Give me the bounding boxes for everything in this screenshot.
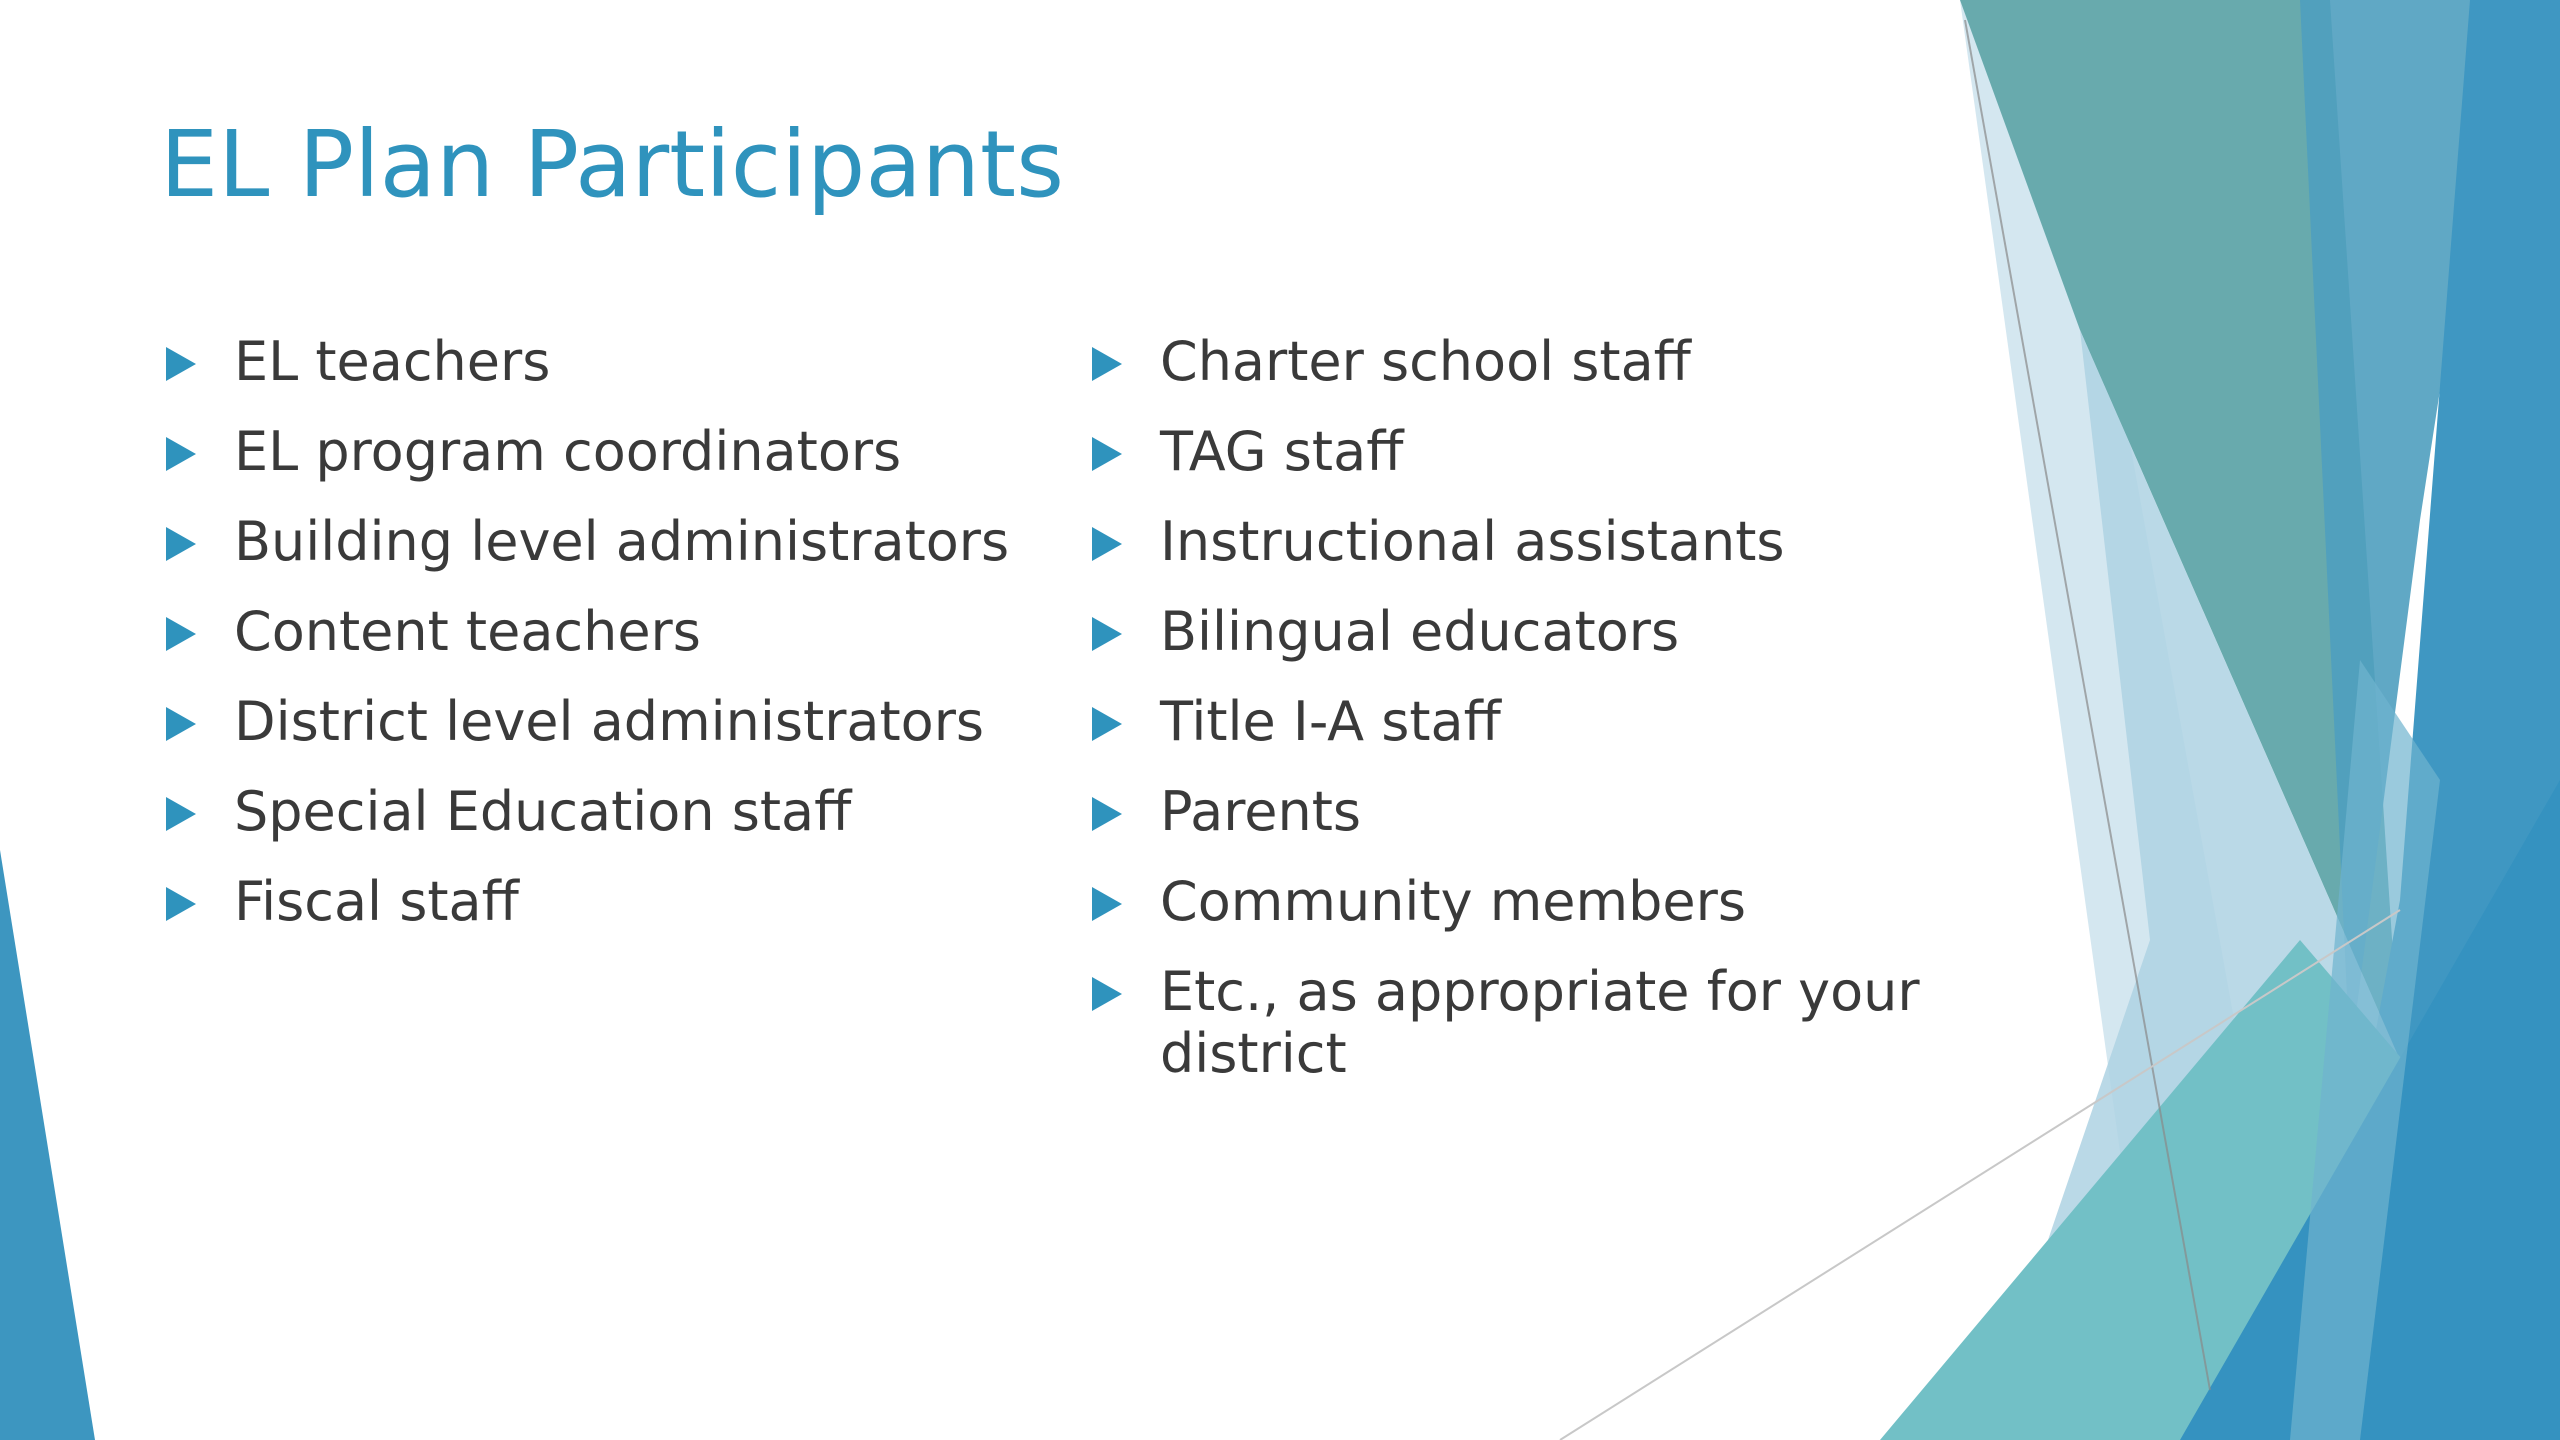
list-item-text: Etc., as appropriate for your district <box>1160 960 1920 1085</box>
triangle-bullet-icon <box>166 347 196 381</box>
list-item-text: Content teachers <box>234 600 701 663</box>
list-item-text: Title I-A staff <box>1160 690 1501 753</box>
list-item <box>160 601 1040 663</box>
list-item <box>1086 961 1986 1085</box>
list-item-text: EL program coordinators <box>234 420 902 483</box>
list-item <box>160 871 1040 933</box>
list-item <box>1086 511 1986 573</box>
triangle-bullet-icon <box>166 797 196 831</box>
triangle-bullet-icon <box>166 527 196 561</box>
list-item <box>1086 421 1986 483</box>
triangle-bullet-icon <box>1092 887 1122 921</box>
triangle-bullet-icon <box>166 707 196 741</box>
left-bullet-list <box>160 331 1040 961</box>
list-item <box>160 691 1040 753</box>
triangle-bullet-icon <box>1092 437 1122 471</box>
list-item <box>160 331 1040 393</box>
triangle-bullet-icon <box>1092 707 1122 741</box>
list-item-text: Parents <box>1160 780 1361 843</box>
list-item <box>160 421 1040 483</box>
list-item <box>1086 331 1986 393</box>
list-item-text: TAG staff <box>1160 420 1404 483</box>
list-item-text: Bilingual educators <box>1160 600 1680 663</box>
triangle-bullet-icon <box>1092 977 1122 1011</box>
list-item <box>160 511 1040 573</box>
list-item <box>1086 871 1986 933</box>
list-item-text: EL teachers <box>234 330 551 393</box>
list-item-text: Instructional assistants <box>1160 510 1785 573</box>
list-item <box>1086 691 1986 753</box>
list-item-text: Charter school staff <box>1160 330 1691 393</box>
slide-title: EL Plan Participants <box>160 111 1065 218</box>
list-item <box>1086 601 1986 663</box>
list-item-text: District level administrators <box>234 690 985 753</box>
list-item-text: Special Education staff <box>234 780 852 843</box>
right-bullet-list <box>1086 331 1986 1113</box>
triangle-bullet-icon <box>1092 347 1122 381</box>
triangle-bullet-icon <box>166 437 196 471</box>
list-item-text: Building level administrators <box>234 510 1010 573</box>
triangle-bullet-icon <box>1092 527 1122 561</box>
triangle-bullet-icon <box>1092 797 1122 831</box>
list-item <box>1086 781 1986 843</box>
list-item <box>160 781 1040 843</box>
triangle-bullet-icon <box>1092 617 1122 651</box>
facet-left-sliver <box>0 850 95 1440</box>
list-item-text: Fiscal staff <box>234 870 519 933</box>
triangle-bullet-icon <box>166 887 196 921</box>
list-item-text: Community members <box>1160 870 1746 933</box>
triangle-bullet-icon <box>166 617 196 651</box>
